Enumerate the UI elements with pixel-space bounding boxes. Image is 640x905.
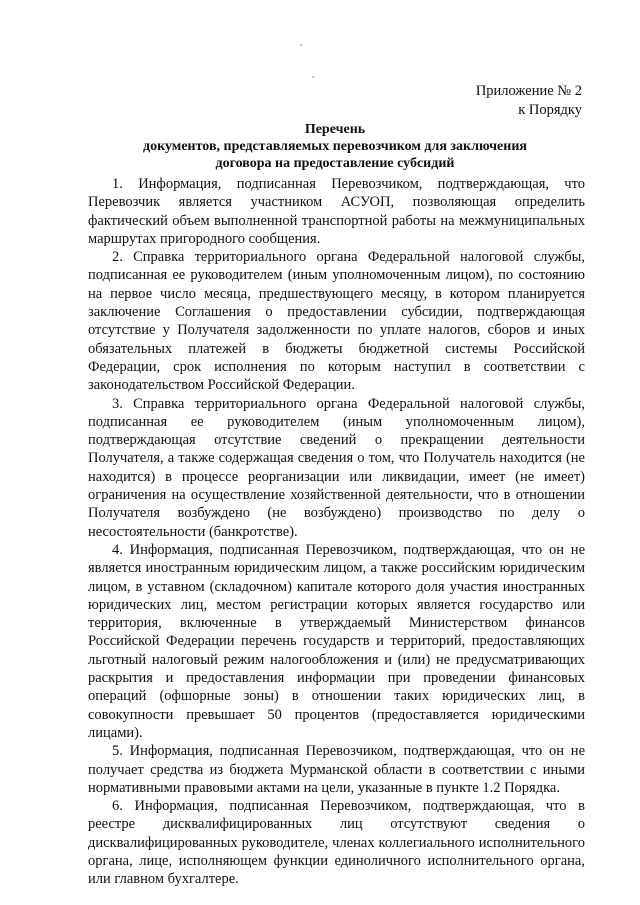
appendix-header (476, 82, 582, 120)
document-body (88, 175, 585, 889)
document-title (88, 121, 582, 172)
list-item-1: 1. Информация, подписанная Перевозчиком, подтверждающая, что Перевозчик является участником АСУОП, позволяющая определить фактический объем выполненной транспортной работы на межмуниципальных маршрутах пригородного сообщения. (88, 176, 585, 247)
title-line-3: договора на предоставление субсидий (215, 156, 455, 171)
scan-speck (300, 44, 302, 46)
list-item-2: 2. Справка территориального органа Федеральной налоговой службы, подписанная ее руководителем (иным уполномоченным лицом), по состоянию на первое число месяца, предшествующего месяцу, в котором планируется заключение Соглашения о предоставлении субсидии, подтверждающая отсутствие у Получателя задолженности по уплате налогов, сборов и иных обязательных платежей в бюджеты бюджетной системы Российской Федерации, срок исполнения по которым наступил в соответствии с законодательством Российской Федерации. (88, 249, 585, 394)
scan-speck (312, 76, 314, 78)
list-item-4: 4. Информация, подписанная Перевозчиком, подтверждающая, что он не является иностранным юридическим лицом, а также российским юридическим лицом, в уставном (складочном) капитале которого доля участия иностранных юридических лиц, местом регистрации которых является государство или территория, включенные в утверждаемый Министерством финансов Российской Федерации перечень государств и территорий, предоставляющих льготный налоговый режим налогообложения и (или) не предусматривающих раскрытия и предоставления информации при проведении финансовых операций (офшорные зоны) в отношении таких юридических лиц, в совокупности превышает 50 процентов (предоставляется юридическими лицами). (88, 541, 585, 741)
title-line-1: Перечень (304, 122, 366, 137)
appendix-number: Приложение № 2 (475, 83, 582, 99)
list-item-5: 5. Информация, подписанная Перевозчиком, подтверждающая, что он не получает средства из бюджета Мурманской области в соответствии с иными нормативными правовыми актами на цели, указанные в пункте 1.2 Порядка. (88, 743, 585, 796)
title-line-2: документов, представляемых перевозчиком для заключения (143, 139, 527, 154)
list-item-6: 6. Информация, подписанная Перевозчиком, подтверждающая, что в реестре дисквалифицированных лиц отсутствуют сведения о дисквалифицированных руководителе, членах коллегиального исполнительного органа, лице, исполняющем функции единоличного исполнительного органа, или главном бухгалтере. (88, 798, 585, 888)
list-item-3: 3. Справка территориального органа Федеральной налоговой службы, подписанная ее руководителем (иным уполномоченным лицом), подтверждающая отсутствие сведений о прекращении деятельности Получателя, а также содержащая сведения о том, что Получатель находится (не находится) в процессе реорганизации или ликвидации, имеет (не имеет) ограничения на осуществление хозяйственной деятельности, что в отношении Получателя возбуждено (не возбуждено) производство по делу о несостоятельности (банкротстве). (88, 395, 585, 540)
appendix-reference: к Порядку (518, 102, 582, 118)
